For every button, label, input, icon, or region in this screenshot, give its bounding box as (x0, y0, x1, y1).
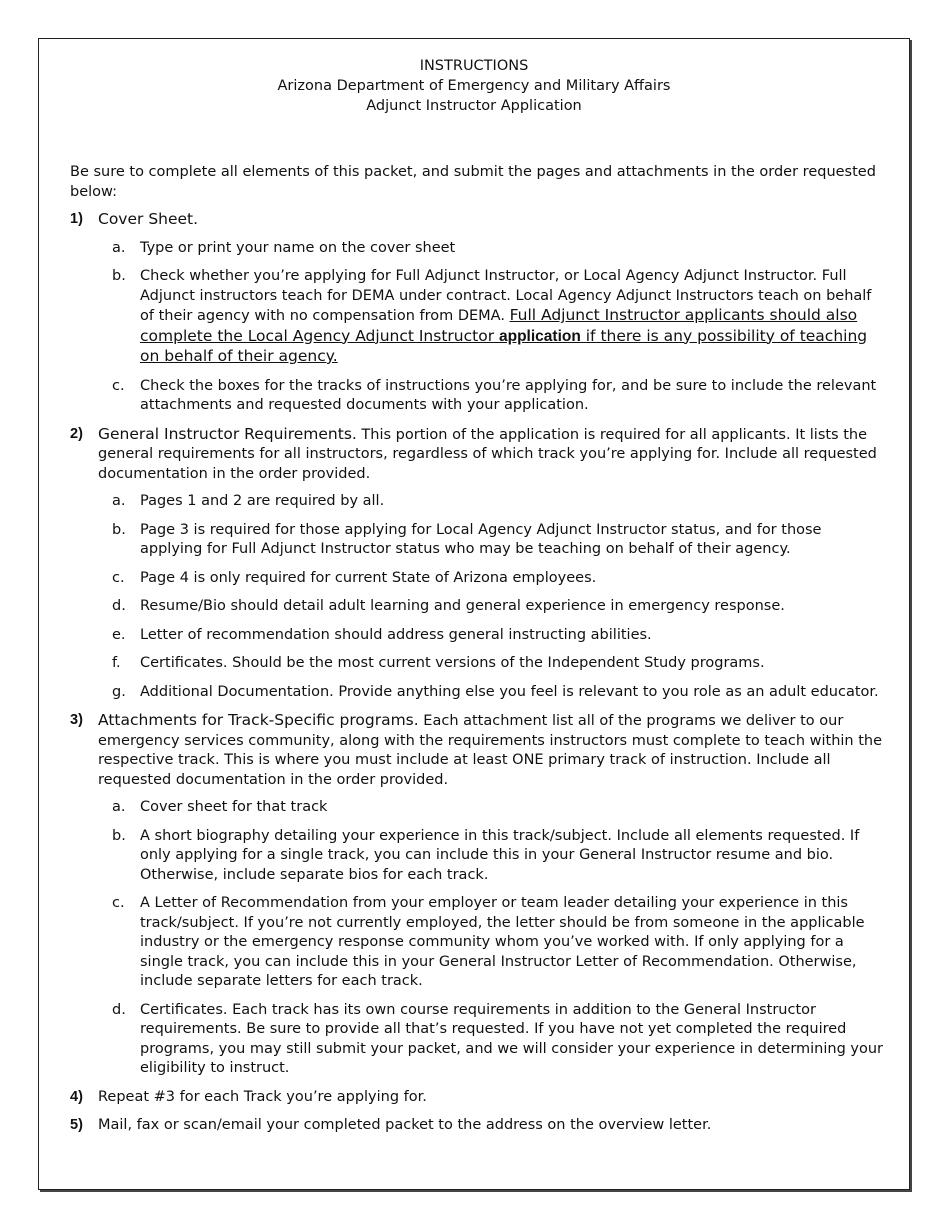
section-text: Repeat #3 for each Track you’re applying for. (98, 1088, 427, 1105)
list-item (98, 239, 885, 259)
section-title: General Instructor Requirements. (98, 424, 357, 443)
item-text: Additional Documentation. Provide anything else you feel is relevant to you role as an adult educator. (140, 683, 879, 700)
list-item (98, 894, 885, 992)
section-text: Mail, fax or scan/email your completed packet to the address on the overview letter. (98, 1117, 712, 1133)
list-item (98, 626, 885, 646)
item-text: Certificates. Should be the most current versions of the Independent Study programs. (140, 655, 765, 671)
item-letter: b. (112, 827, 126, 844)
section-title: Attachments for Track-Specific programs. (98, 711, 419, 729)
item-text: A short biography detailing your experience in this track/subject. Include all elements requested. If only applying for a single track, you can include this in your General Instructor resume and bio. Otherwise, include separate bios for each track. (140, 827, 860, 883)
item-text: Page 4 is only required for current State of Arizona employees. (140, 569, 597, 586)
section-title: Cover Sheet. (98, 210, 199, 228)
list-item (98, 377, 885, 416)
item-letter: d. (112, 1001, 126, 1018)
item-letter: a. (112, 239, 126, 256)
item-text: Type or print your name on the cover sheet (140, 239, 456, 256)
item-text: Letter of recommendation should address general instructing abilities. (140, 626, 652, 643)
list-item (98, 492, 885, 512)
item-text: A Letter of Recommendation from your employer or team leader detailing your experience in this track/subject. If you’re not currently employed, the letter should be from someone in the applicable industry or the emergency response community whom you’ve worked with. If only applying for a single track, you can include this in your General Instructor Letter of Recommendation. Otherwise, include separate letters for each track. (140, 895, 865, 989)
section-submit (70, 1116, 885, 1136)
section-text: This portion of the application is required for all applicants. It lists the general requirements for all instructors, regardless of which track you’re applying for. Include all requested documentation in the order provided. (98, 426, 877, 482)
section-number: 1) (70, 211, 83, 227)
list-item (98, 798, 885, 818)
list-item (98, 1001, 885, 1079)
list-item (98, 569, 885, 589)
item-letter: a. (112, 493, 126, 509)
list-item (98, 827, 885, 886)
sub-list (98, 492, 885, 702)
section-text: Each attachment list all of the programs we deliver to our emergency services community, along with the requirements instructors must complete to teach within the respective track. This is where you must include at least ONE primary track of instruction. Include all requested documentation in the order provided. (98, 713, 883, 788)
item-letter: f. (112, 655, 121, 671)
list-item (98, 597, 885, 617)
sub-list (98, 239, 885, 416)
item-letter: c. (112, 895, 125, 911)
item-letter: b. (112, 268, 126, 284)
list-item (98, 654, 885, 674)
section-track-attachments (70, 711, 885, 1079)
item-letter: a. (112, 799, 126, 815)
underlined-note-part-a: Full Adjunct Instructor applicants should also complete the Local Agency Adjunct Instructor (140, 306, 858, 345)
item-letter: b. (112, 521, 126, 538)
item-text: Check the boxes for the tracks of instructions you’re applying for, and be sure to include the relevant attachments and requested documents with your application. (140, 377, 877, 413)
intro-paragraph: Be sure to complete all elements of this packet, and submit the pages and attachments in the order requested below: (70, 164, 876, 200)
item-text: Cover sheet for that track (140, 799, 328, 815)
item-letter: d. (112, 598, 126, 614)
sub-list (98, 798, 885, 1079)
list-item (98, 521, 885, 560)
section-general-requirements (70, 425, 885, 703)
header-form-name: Adjunct Instructor Application (366, 98, 582, 114)
underlined-note-bold: application (499, 327, 581, 345)
instructions-body (70, 163, 885, 1145)
item-text: Check whether you’re applying for Full Adjunct Instructor, or Local Agency Adjunct Instructor. Full Adjunct instructors teach for DEMA under contract. Local Agency Adjunct Instructors teach on behalf of their agency with no compensation from DEMA. (140, 268, 872, 324)
item-text: Pages 1 and 2 are required by all. (140, 493, 385, 509)
item-letter: e. (112, 626, 126, 643)
document-header (38, 56, 910, 116)
section-number: 4) (70, 1088, 83, 1105)
item-text: Resume/Bio should detail adult learning and general experience in emergency response. (140, 598, 785, 614)
list-item (98, 267, 885, 368)
section-number: 3) (70, 712, 83, 728)
header-title: INSTRUCTIONS (419, 58, 529, 74)
section-number: 2) (70, 425, 83, 442)
item-letter: g. (112, 683, 126, 700)
section-cover-sheet (70, 210, 885, 416)
underlined-note-part-b: if there is any possibility of teaching on behalf of their agency. (140, 326, 868, 365)
item-text: Page 3 is required for those applying for Local Agency Adjunct Instructor status, and for those applying for Full Adjunct Instructor status who may be teaching on behalf of their agency. (140, 521, 822, 557)
item-text: Certificates. Each track has its own course requirements in addition to the General Instructor requirements. Be sure to provide all that’s requested. If you have not yet completed the required programs, you may still submit your packet, and we will consider your experience in determining your eligibility to instruct. (140, 1001, 884, 1076)
item-letter: c. (112, 569, 125, 586)
list-item (98, 683, 885, 703)
section-number: 5) (70, 1117, 83, 1133)
section-repeat (70, 1088, 885, 1108)
header-department: Arizona Department of Emergency and Military Affairs (277, 78, 671, 94)
item-letter: c. (112, 377, 125, 394)
